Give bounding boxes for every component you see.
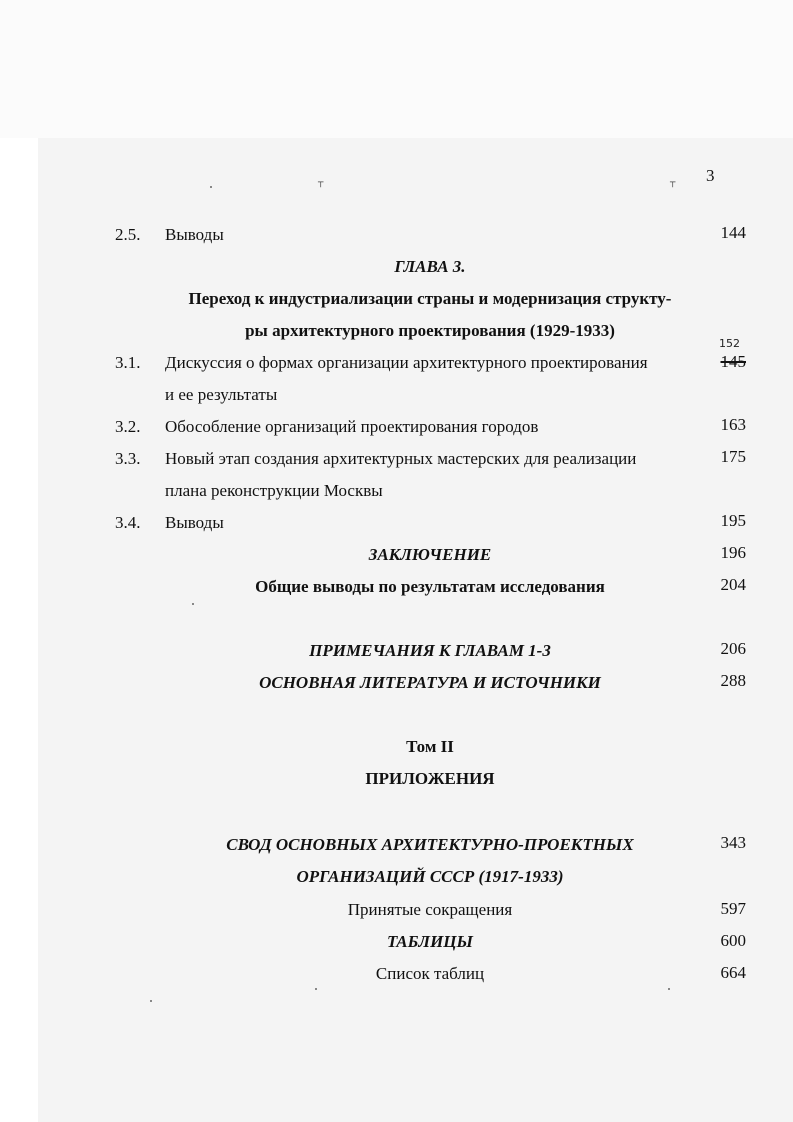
volume-heading: Том II: [406, 737, 454, 756]
toc-entry-text: Выводы: [165, 225, 224, 244]
toc-number: 3.4.: [115, 513, 141, 532]
toc-page-number: 196: [720, 543, 746, 562]
table-list-entry: Список таблиц: [375, 964, 485, 983]
toc-number: 2.5.: [115, 225, 141, 244]
appendix-heading: ПРИЛОЖЕНИЯ: [365, 769, 495, 788]
toc-number: 3.1.: [115, 353, 141, 372]
scan-speck: [668, 988, 670, 990]
page-number: 3: [706, 166, 715, 185]
chapter-heading: ГЛАВА 3.: [394, 257, 466, 276]
toc-page-number: 600: [720, 931, 746, 950]
toc-entry-text-cont: и ее результаты: [165, 385, 278, 404]
abbreviations-entry: Принятые сокращения: [347, 900, 513, 919]
toc-page-number: 343: [720, 833, 746, 852]
toc-page-number: 195: [720, 511, 746, 530]
scan-speck: [210, 186, 212, 188]
conclusion-heading: ЗАКЛЮЧЕНИЕ: [368, 545, 492, 564]
literature-heading: ОСНОВНАЯ ЛИТЕРАТУРА И ИСТОЧНИКИ: [259, 673, 601, 692]
toc-page-number: 206: [720, 639, 746, 658]
toc-number: 3.3.: [115, 449, 141, 468]
toc-number: 3.2.: [115, 417, 141, 436]
general-conclusions: Общие выводы по результатам исследования: [255, 577, 605, 596]
toc-page-number: 144: [720, 223, 746, 242]
scan-speck: [315, 988, 317, 990]
toc-page-number: 163: [720, 415, 746, 434]
toc-entry-text: Выводы: [165, 513, 224, 532]
svod-heading-line2: ОРГАНИЗАЦИЙ СССР (1917-1933): [296, 867, 564, 886]
chapter-title-line1: Переход к индустриализации страны и модернизация структу-: [188, 289, 672, 308]
scan-margin-left: [0, 0, 38, 1122]
scan-speck: [150, 1000, 152, 1002]
scan-artifact: ┬: [670, 178, 676, 188]
toc-page-number: 175: [720, 447, 746, 466]
toc-page-number-struck: 145: [720, 352, 746, 371]
toc-entry-text-cont: плана реконструкции Москвы: [165, 481, 383, 500]
toc-entry-text: Обособление организаций проектирования городов: [165, 417, 539, 436]
svod-heading-line1: СВОД ОСНОВНЫХ АРХИТЕКТУРНО-ПРОЕКТНЫХ: [226, 835, 634, 854]
toc-entry-text: Новый этап создания архитектурных мастерских для реализации: [165, 449, 637, 468]
toc-page-number: 288: [720, 671, 746, 690]
toc-page-number: 664: [720, 963, 746, 982]
tables-heading: ТАБЛИЦЫ: [386, 932, 474, 951]
notes-heading: ПРИМЕЧАНИЯ К ГЛАВАМ 1-3: [309, 641, 551, 660]
toc-page-number: 597: [720, 899, 746, 918]
toc-entry-text: Дискуссия о формах организации архитектурного проектирования: [165, 353, 648, 372]
toc-page-number: 204: [720, 575, 746, 594]
handwritten-page-correction: 152: [719, 337, 740, 350]
scan-artifact: ┬: [318, 178, 324, 188]
scan-margin-top: [0, 0, 793, 138]
scan-speck: [192, 603, 194, 605]
chapter-title-line2: ры архитектурного проектирования (1929-1933): [245, 321, 615, 340]
